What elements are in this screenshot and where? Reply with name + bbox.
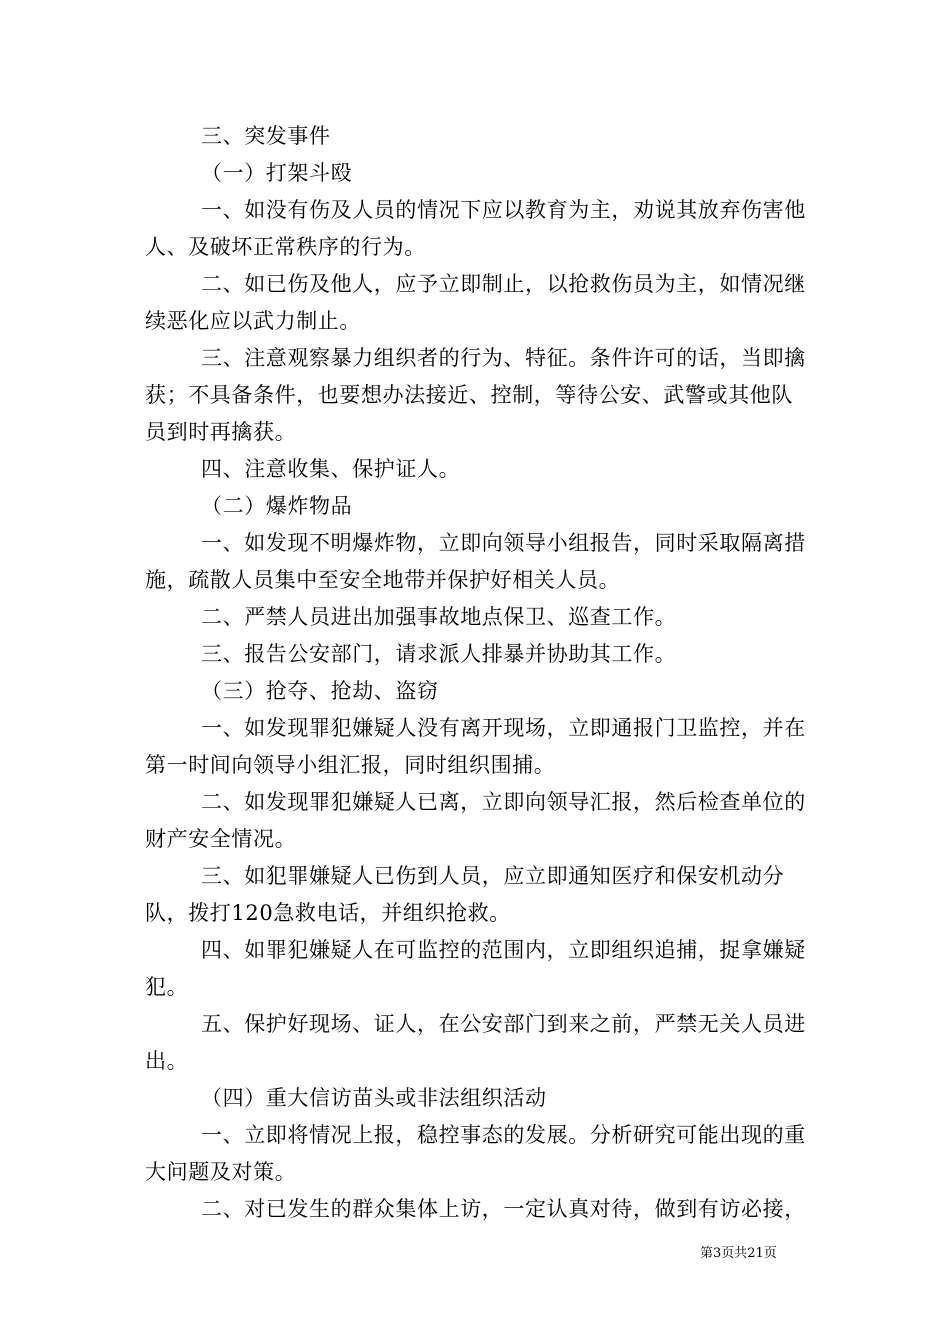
paragraph: 四、注意收集、保护证人。 bbox=[201, 457, 461, 481]
paragraph: 一、立即将情况上报，稳控事态的发展。分析研究可能出现的重大问题及对策。 bbox=[145, 1123, 806, 1184]
paragraph: 一、如发现罪犯嫌疑人没有离开现场，立即通报门卫监控，并在第一时间向领导小组汇报，同时组织围捕。 bbox=[145, 716, 806, 777]
paragraph: 二、如已伤及他人，应予立即制止，以抢救伤员为主，如情况继续恶化应以武力制止。 bbox=[145, 272, 806, 333]
paragraph: 一、如没有伤及人员的情况下应以教育为主，劝说其放弃伤害他人、及破坏正常秩序的行为。 bbox=[145, 198, 806, 259]
subsection-heading: （四）重大信访苗头或非法组织活动 bbox=[201, 1086, 547, 1110]
subsection-heading: （三）抢夺、抢劫、盗窃 bbox=[201, 679, 439, 703]
paragraph: 二、对已发生的群众集体上访，一定认真对待，做到有访必接， bbox=[201, 1197, 806, 1221]
paragraph: 五、保护好现场、证人，在公安部门到来之前，严禁无关人员进出。 bbox=[145, 1012, 806, 1073]
paragraph: 四、如罪犯嫌疑人在可监控的范围内，立即组织追捕，捉拿嫌疑犯。 bbox=[145, 938, 806, 999]
paragraph: 三、报告公安部门，请求派人排暴并协助其工作。 bbox=[201, 642, 677, 666]
paragraph: 三、注意观察暴力组织者的行为、特征。条件许可的话，当即擒获；不具备条件，也要想办法接近、控制，等待公安、武警或其他队员到时再擒获。 bbox=[145, 346, 806, 444]
document-body bbox=[145, 118, 810, 1228]
paragraph: 二、如发现罪犯嫌疑人已离，立即向领导汇报，然后检查单位的财产安全情况。 bbox=[145, 790, 806, 851]
paragraph: 一、如发现不明爆炸物，立即向领导小组报告，同时采取隔离措施，疏散人员集中至安全地带并保护好相关人员。 bbox=[145, 531, 806, 592]
subsection-heading: （二）爆炸物品 bbox=[201, 494, 353, 518]
section-heading: 三、突发事件 bbox=[201, 124, 331, 148]
paragraph: 三、如犯罪嫌疑人已伤到人员，应立即通知医疗和保安机动分队，拨打120急救电话，并组织抢救。 bbox=[145, 864, 785, 925]
page-number-footer: 第3页共21页 bbox=[700, 1246, 777, 1261]
paragraph: 二、严禁人员进出加强事故地点保卫、巡查工作。 bbox=[201, 605, 677, 629]
subsection-heading: （一）打架斗殴 bbox=[201, 161, 353, 185]
